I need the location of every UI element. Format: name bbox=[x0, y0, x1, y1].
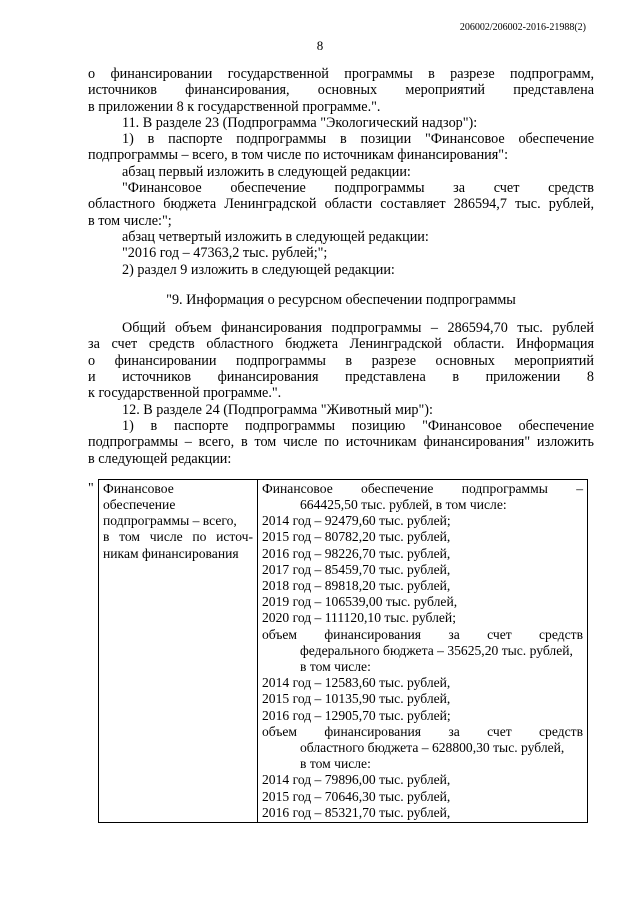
paragraph-line: и источников финансирования представлена в приложении 8 bbox=[88, 369, 594, 386]
cell-line: областного бюджета – 628800,30 тыс. рублей, bbox=[300, 740, 565, 756]
document-body bbox=[88, 66, 594, 823]
cell-line: 2015 год – 70646,30 тыс. рублей, bbox=[262, 788, 451, 804]
funding-table bbox=[98, 479, 588, 823]
document-number: 206002/206002-2016-21988(2) bbox=[459, 22, 586, 33]
paragraph-line: "Финансовое обеспечение подпрограммы за счет средств bbox=[122, 180, 594, 197]
cell-line: 664425,50 тыс. рублей, в том числе: bbox=[300, 497, 507, 513]
paragraph-line: источников финансирования, основных мероприятий представлена bbox=[88, 82, 594, 99]
paragraph-line: о финансировании подпрограммы в разрезе основных мероприятий bbox=[88, 352, 594, 369]
paragraph: 2) раздел 9 изложить в следующей редакции: bbox=[122, 261, 395, 278]
cell-line: 2016 год – 85321,70 тыс. рублей, bbox=[262, 804, 451, 820]
paragraph-line: в приложении 8 к государственной программе.". bbox=[88, 98, 381, 115]
cell-line: обеспечение bbox=[103, 497, 176, 513]
section-heading: "9. Информация о ресурсном обеспечении подпрограммы bbox=[166, 291, 516, 308]
cell-line: в том числе: bbox=[300, 659, 371, 675]
section-item: 12. В разделе 24 (Подпрограмма "Животный мир"): bbox=[122, 401, 433, 418]
cell-line: 2016 год – 12905,70 тыс. рублей; bbox=[262, 707, 451, 723]
cell-line: федерального бюджета – 35625,20 тыс. рублей, bbox=[300, 642, 573, 658]
cell-line: 2014 год – 79896,00 тыс. рублей, bbox=[262, 772, 451, 788]
cell-line: объем финансирования за счет средств bbox=[262, 626, 583, 642]
cell-line: подпрограммы – всего, bbox=[103, 513, 237, 529]
cell-line: 2018 год – 89818,20 тыс. рублей, bbox=[262, 578, 451, 594]
cell-line: объем финансирования за счет средств bbox=[262, 723, 583, 739]
cell-line: в том числе: bbox=[300, 756, 371, 772]
paragraph-line: к государственной программе.". bbox=[88, 385, 282, 402]
cell-line: 2017 год – 85459,70 тыс. рублей, bbox=[262, 561, 451, 577]
cell-line: 2016 год – 98226,70 тыс. рублей, bbox=[262, 545, 451, 561]
paragraph: "2016 год – 47363,2 тыс. рублей;"; bbox=[122, 245, 328, 262]
paragraph: абзац четвертый изложить в следующей редакции: bbox=[122, 228, 429, 245]
paragraph-line: в следующей редакции: bbox=[88, 450, 232, 467]
opening-quote: " bbox=[88, 480, 94, 496]
paragraph: абзац первый изложить в следующей редакции: bbox=[122, 163, 411, 180]
cell-line: 2014 год – 92479,60 тыс. рублей; bbox=[262, 513, 451, 529]
paragraph-line: в том числе:"; bbox=[88, 212, 172, 229]
paragraph-line: подпрограммы – всего, в том числе по источникам финансирования": bbox=[88, 147, 509, 164]
paragraph-line: 1) в паспорте подпрограммы позицию "Финансовое обеспечение bbox=[122, 417, 594, 434]
cell-line: никам финансирования bbox=[103, 545, 239, 561]
section-item: 11. В разделе 23 (Подпрограмма "Экологический надзор"): bbox=[122, 114, 478, 131]
funding-table-block bbox=[88, 479, 594, 823]
page-number: 8 bbox=[316, 38, 324, 53]
cell-line: 2019 год – 106539,00 тыс. рублей, bbox=[262, 594, 458, 610]
cell-line: 2015 год – 80782,20 тыс. рублей, bbox=[262, 529, 451, 545]
table-cell-label bbox=[99, 479, 258, 822]
paragraph-line: за счет средств областного бюджета Ленинградской области. Информация bbox=[88, 336, 594, 353]
paragraph-line: о финансировании государственной программы в разрезе подпрограмм, bbox=[88, 66, 594, 82]
cell-line: Финансовое bbox=[103, 480, 174, 496]
table-row bbox=[99, 479, 588, 822]
cell-line: 2015 год – 10135,90 тыс. рублей, bbox=[262, 691, 451, 707]
cell-line: Финансовое обеспечение подпрограммы – bbox=[262, 480, 583, 496]
paragraph-line: 1) в паспорте подпрограммы в позиции "Финансовое обеспечение bbox=[122, 131, 594, 148]
cell-line: в том числе по источ- bbox=[103, 529, 253, 545]
cell-line: 2020 год – 111120,10 тыс. рублей; bbox=[262, 610, 456, 626]
paragraph-line: областного бюджета Ленинградской области составляет 286594,7 тыс. рублей, bbox=[88, 196, 594, 213]
table-cell-values bbox=[258, 479, 588, 822]
cell-line: 2014 год – 12583,60 тыс. рублей, bbox=[262, 675, 451, 691]
paragraph-line: подпрограммы – всего, в том числе по источникам финансирования" изложить bbox=[88, 434, 594, 451]
paragraph-line: Общий объем финансирования подпрограммы – 286594,70 тыс. рублей bbox=[122, 320, 594, 337]
